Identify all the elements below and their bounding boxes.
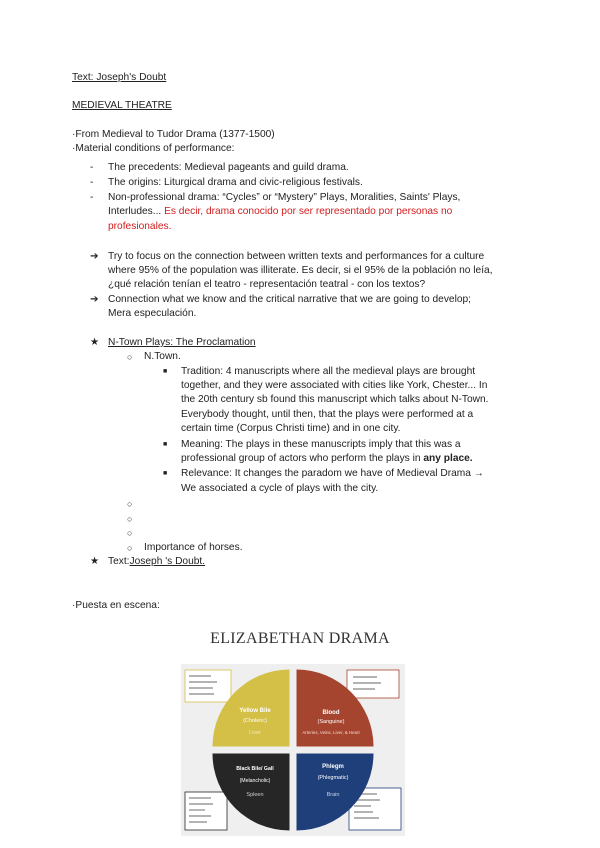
quadrant-label: Phlegm [322, 764, 344, 770]
quadrant-organ: Spleen [246, 792, 264, 798]
square-item-text: professional group of actors who perform the plays in [181, 453, 424, 464]
square-item: Meaning: The plays in these manuscripts imply that this was a [181, 439, 461, 450]
circle-bullet-icon: ○ [127, 543, 133, 553]
quadrant-organ: Liver [249, 730, 261, 736]
text-title: Text: Joseph's Doubt [72, 72, 167, 83]
figure-title: ELIZABETHAN DRAMA [210, 630, 390, 647]
quadrant-sub: (Sanguine) [317, 719, 345, 725]
quadrant-sub: (Phlegmatic) [317, 775, 349, 781]
square-item: We associated a cycle of plays with the city. [181, 483, 379, 494]
note-box-bottom-left [185, 792, 227, 830]
square-item: Relevance: It changes the paradom we have of Medieval Drama → [181, 468, 484, 479]
arrow-item: Mera especulación. [108, 308, 197, 319]
square-item: Tradition: 4 manuscripts where all the medieval plays are brought [181, 366, 476, 377]
humors-diagram [181, 664, 405, 836]
circle-bullet-icon: ○ [127, 352, 133, 362]
circle-item: N.Town. [144, 351, 181, 362]
circle-bullet-icon: ○ [127, 499, 133, 509]
star-item-prefix: Text: [108, 556, 130, 567]
puesta-en-escena: ·Puesta en escena: [72, 600, 160, 611]
dash-item-red: Es decir, drama conocido por ser representado por personas no [161, 206, 453, 217]
dash-item: Non-professional drama: “Cycles” or “Mystery” Plays, Moralities, Saints' Plays, [108, 192, 461, 203]
quadrant-sub: (Choleric) [243, 718, 267, 724]
quadrant-organ: Brain [326, 792, 340, 798]
dash-bullet: - [90, 177, 94, 188]
note-box-top-right [347, 670, 399, 698]
intro-line: ·Material conditions of performance: [72, 143, 235, 154]
star-item-link[interactable]: Joseph 's Doubt. [129, 556, 206, 567]
dash-item-continued [108, 205, 452, 220]
intro-line: ·From Medieval to Tudor Drama (1377-1500) [72, 129, 275, 140]
dash-item-red: profesionales. [108, 221, 172, 232]
quadrant-sub: (Melancholic) [239, 778, 271, 784]
square-item: together, and they were associated with cities like York, Chester... In [181, 380, 488, 391]
note-box-top-left [185, 670, 231, 702]
quadrant-organ: Arteries, Veins, Liver, & Heart [302, 730, 360, 735]
dash-item: The precedents: Medieval pageants and guild drama. [108, 162, 349, 173]
square-item: Everybody thought, until then, that the plays were performed at a [181, 409, 474, 420]
arrow-item: Try to focus on the connection between written texts and performances for a culture [108, 251, 485, 262]
square-item [181, 452, 473, 467]
square-item-bold: any place. [423, 453, 473, 464]
square-item: certain time (Corpus Christi time) and in one city. [181, 423, 401, 434]
arrow-bullet-icon: ➔ [90, 294, 99, 305]
star-bullet-icon: ★ [90, 337, 100, 348]
square-bullet-icon: ■ [163, 441, 168, 448]
dash-bullet: - [90, 192, 94, 203]
circle-bullet-icon: ○ [127, 514, 133, 524]
circle-item: Importance of horses. [144, 542, 243, 553]
dash-item-black: Interludes... [108, 206, 162, 217]
star-item-link[interactable]: N-Town Plays: The Proclamation [108, 337, 256, 348]
arrow-item: where 95% of the population was illiterate. Es decir, si el 95% de la población no leía, [108, 265, 493, 276]
dash-item: The origins: Liturgical drama and civic-religious festivals. [108, 177, 363, 188]
quadrant-label: Blood [322, 710, 340, 716]
dash-bullet: - [90, 162, 94, 173]
square-bullet-icon: ■ [163, 368, 168, 375]
square-bullet-icon: ■ [163, 470, 168, 477]
quadrant-label: Yellow Bile [239, 708, 271, 714]
square-item: the 20th century sb found this manuscript which talks about N-Town. [181, 394, 489, 405]
star-bullet-icon: ★ [90, 556, 100, 567]
star-item [108, 555, 205, 570]
arrow-bullet-icon: ➔ [90, 251, 99, 262]
arrow-item: Connection what we know and the critical narrative that we are going to develop; [108, 294, 471, 305]
section-title: MEDIEVAL THEATRE [72, 100, 172, 111]
circle-bullet-icon: ○ [127, 528, 133, 538]
quadrant-label: Black Bile/ Gall [236, 766, 274, 772]
arrow-item: ¿qué relación tenían el teatro - representación teatral - con los textos? [108, 279, 426, 290]
